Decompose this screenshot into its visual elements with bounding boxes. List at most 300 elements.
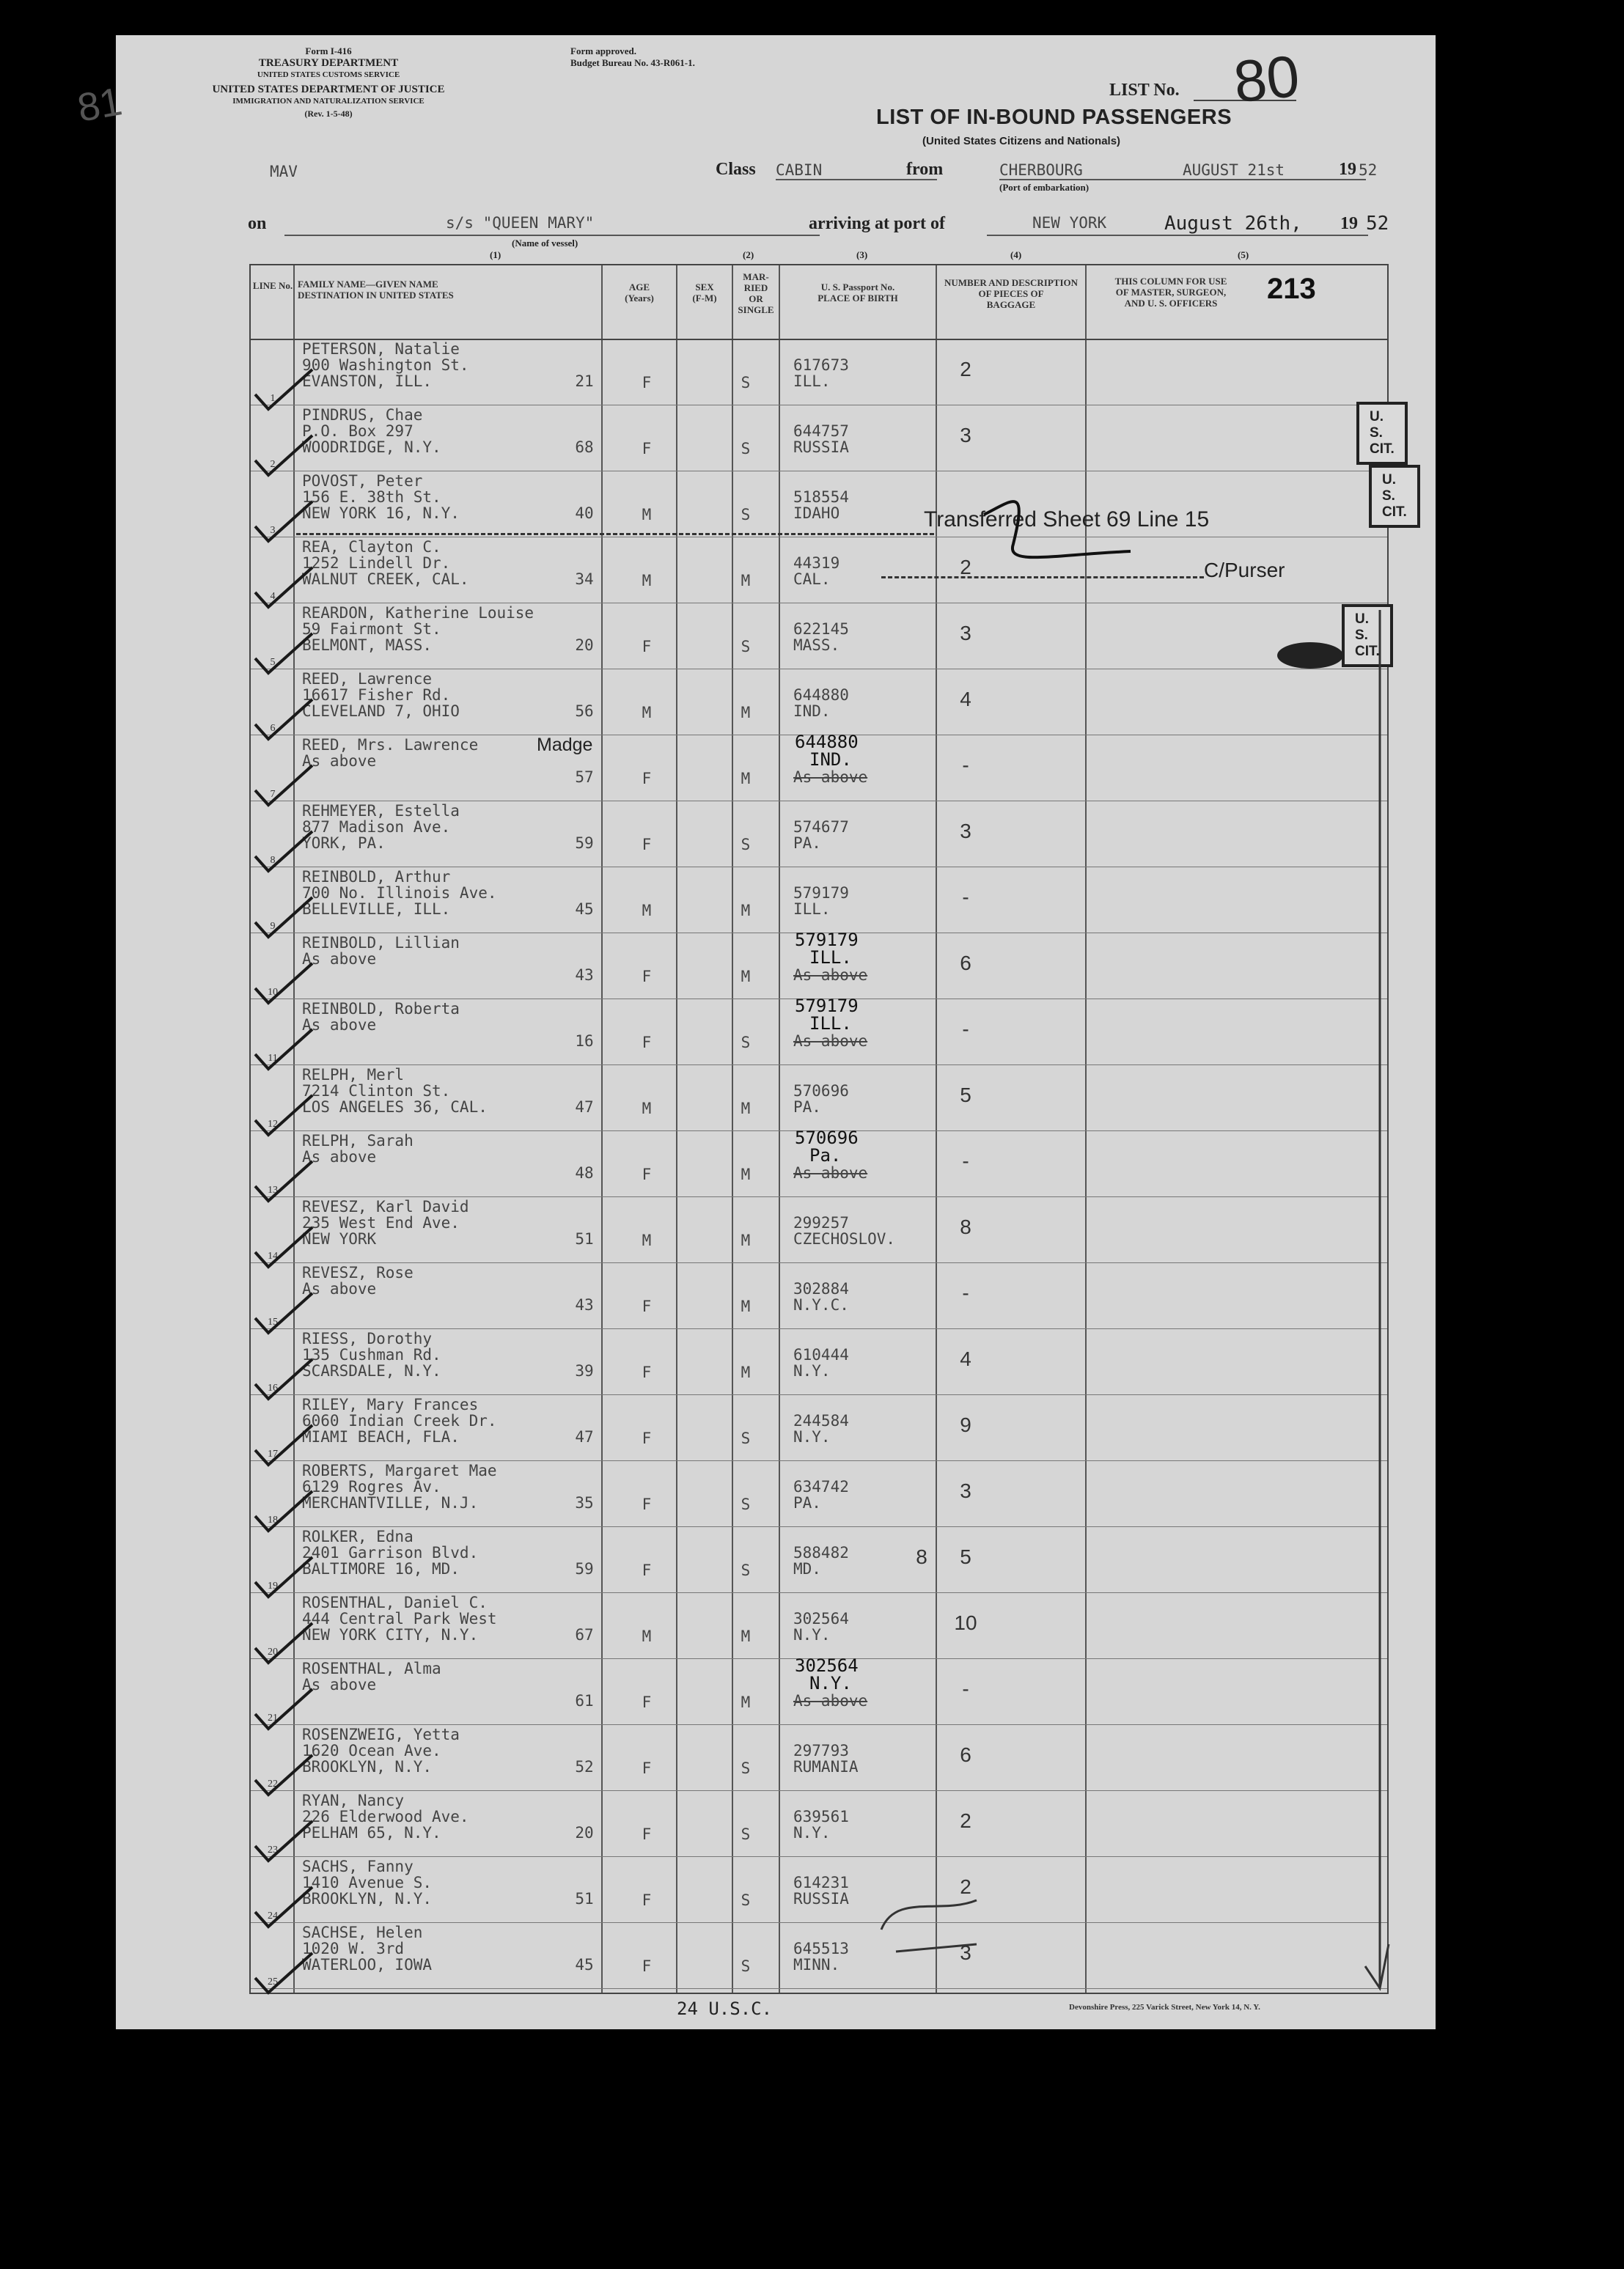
city-state: SCARSDALE, N.Y. <box>302 1362 441 1380</box>
baggage-count: - <box>962 1281 969 1304</box>
handwritten-birthplace: N.Y. <box>809 1673 852 1694</box>
vessel-note: (Name of vessel) <box>512 238 578 249</box>
city-state: MIAMI BEACH, FLA. <box>302 1428 460 1446</box>
line-number: 20 <box>268 1647 278 1658</box>
city-state: CLEVELAND 7, OHIO <box>302 702 460 720</box>
col-num-5: (5) <box>1238 249 1249 260</box>
class-value: CABIN <box>776 161 937 180</box>
city-state: WALNUT CREEK, CAL. <box>302 570 469 588</box>
street-address: As above <box>302 752 377 770</box>
embark-year-prefix: 19 <box>1339 160 1356 179</box>
line-number: 18 <box>268 1515 278 1526</box>
sex: F <box>642 1298 652 1315</box>
passenger-name: REA, Clayton C. <box>302 538 441 556</box>
line-number: 2 <box>270 459 276 470</box>
street-address: 1020 W. 3rd <box>302 1940 405 1957</box>
passport-number: 644757 <box>793 422 849 440</box>
street-address: 877 Madison Ave. <box>302 818 451 836</box>
street-address: 900 Washington St. <box>302 356 469 374</box>
city-state: YORK, PA. <box>302 834 386 852</box>
age: 48 <box>575 1164 594 1182</box>
us-citizen-stamp: U. S. CIT. <box>1342 604 1393 667</box>
age: 67 <box>575 1626 594 1644</box>
baggage-count: 3 <box>960 1479 971 1502</box>
baggage-count: 2 <box>960 556 971 578</box>
passport-number: 645513 <box>793 1940 849 1957</box>
place-of-birth: RUSSIA <box>793 1890 849 1908</box>
embark-year: 52 <box>1359 161 1378 179</box>
passport-number: 574677 <box>793 818 849 836</box>
sex: F <box>642 968 652 985</box>
arrival-year-prefix: 19 <box>1340 214 1358 233</box>
street-address: 1252 Lindell Dr. <box>302 554 451 572</box>
line-number: 22 <box>268 1779 278 1790</box>
header-sex: SEX (F-M) <box>692 282 717 304</box>
handwritten-passport-number: 644880 <box>795 732 859 752</box>
passport-number: 614231 <box>793 1874 849 1891</box>
dept-justice: UNITED STATES DEPARTMENT OF JUSTICE <box>212 84 445 95</box>
baggage-count: - <box>962 1018 969 1040</box>
place-of-birth: As above <box>793 1032 868 1050</box>
marital-status: M <box>741 1298 751 1315</box>
form-approved: Form approved. <box>570 45 637 56</box>
city-state: NEW YORK 16, N.Y. <box>302 504 460 522</box>
sex: M <box>642 902 652 919</box>
marital-status: M <box>741 704 751 721</box>
place-of-birth: As above <box>793 768 868 786</box>
passport-number: 610444 <box>793 1346 849 1364</box>
form-revision: (Rev. 1-5-48) <box>304 109 353 119</box>
line-number: 6 <box>270 723 276 734</box>
us-citizen-stamp: U. S. CIT. <box>1369 465 1420 528</box>
marital-status: M <box>741 1100 751 1117</box>
line-number: 3 <box>270 525 276 536</box>
passport-number: 644880 <box>793 686 849 704</box>
age: 43 <box>575 1296 594 1314</box>
place-of-birth: N.Y. <box>793 1824 831 1842</box>
passenger-name: ROSENZWEIG, Yetta <box>302 1726 460 1743</box>
passport-number: 297793 <box>793 1742 849 1759</box>
place-of-birth: PA. <box>793 834 821 852</box>
passenger-name: REINBOLD, Lillian <box>302 934 460 952</box>
place-of-birth: MASS. <box>793 636 840 654</box>
sex: F <box>642 770 652 787</box>
baggage-count: - <box>962 754 969 776</box>
sex: F <box>642 1034 652 1051</box>
age: 59 <box>575 834 594 852</box>
handwritten-birthplace: ILL. <box>809 947 852 968</box>
header-baggage: NUMBER AND DESCRIPTION OF PIECES OF BAGGAGE <box>944 277 1079 310</box>
age: 45 <box>575 1956 594 1974</box>
sex: F <box>642 1891 652 1909</box>
marital-status: S <box>741 1825 751 1843</box>
arrival-port: NEW YORK <box>1032 214 1107 232</box>
sex: F <box>642 638 652 655</box>
line-number: 15 <box>268 1317 278 1328</box>
city-state: NEW YORK CITY, N.Y. <box>302 1626 479 1644</box>
city-state: MERCHANTVILLE, N.J. <box>302 1494 479 1512</box>
city-state: EVANSTON, ILL. <box>302 372 433 390</box>
city-state: BROOKLYN, N.Y. <box>302 1758 433 1776</box>
sheet-number: 213 <box>1267 273 1316 305</box>
header-officers: THIS COLUMN FOR USE OF MASTER, SURGEON, AND U. S. OFFICERS <box>1114 276 1227 309</box>
passenger-name: SACHSE, Helen <box>302 1924 423 1941</box>
baggage-count: - <box>962 1150 969 1172</box>
city-state: BROOKLYN, N.Y. <box>302 1890 433 1908</box>
sex: M <box>642 506 652 523</box>
baggage-count: 3 <box>960 820 971 842</box>
place-of-birth: CZECHOSLOV. <box>793 1230 896 1248</box>
age: 57 <box>575 768 594 786</box>
marital-status: S <box>741 1891 751 1909</box>
line-number: 19 <box>268 1581 278 1592</box>
marital-status: M <box>741 572 751 589</box>
passenger-name: REED, Mrs. Lawrence <box>302 736 479 754</box>
embark-port-note: (Port of embarkation) <box>999 182 1090 193</box>
ink-blot <box>1277 642 1343 669</box>
baggage-count: 9 <box>960 1413 971 1436</box>
passenger-name: RIESS, Dorothy <box>302 1330 433 1347</box>
sex: F <box>642 1957 652 1975</box>
baggage-count: 3 <box>960 424 971 446</box>
baggage-count: 5 <box>960 1545 971 1568</box>
passenger-name: REVESZ, Rose <box>302 1264 414 1281</box>
transfer-note: Transferred Sheet 69 Line 15 <box>924 507 1210 532</box>
passenger-name: POVOST, Peter <box>302 472 423 490</box>
sex: F <box>642 1430 652 1447</box>
place-of-birth: ILL. <box>793 900 831 918</box>
embark-port: CHERBOURG <box>999 161 1197 180</box>
handwritten-birthplace: Pa. <box>809 1145 842 1166</box>
line-number: 8 <box>270 855 276 866</box>
place-of-birth: PA. <box>793 1098 821 1116</box>
marital-status: S <box>741 1562 751 1579</box>
line-number: 12 <box>268 1119 278 1130</box>
baggage-count: 6 <box>960 1743 971 1766</box>
baggage-count: 4 <box>960 1347 971 1370</box>
handwritten-passport-number: 579179 <box>795 930 859 950</box>
corner-number: 81 <box>74 79 125 130</box>
line-number: 16 <box>268 1383 278 1394</box>
age: 35 <box>575 1494 594 1512</box>
sex: M <box>642 1232 652 1249</box>
street-address: 1620 Ocean Ave. <box>302 1742 441 1759</box>
age: 51 <box>575 1890 594 1908</box>
passenger-name: SACHS, Fanny <box>302 1858 414 1875</box>
list-no-value: 80 <box>1230 43 1303 115</box>
passport-number: 639561 <box>793 1808 849 1825</box>
passport-number: 244584 <box>793 1412 849 1430</box>
passenger-name: ROBERTS, Margaret Mae <box>302 1462 497 1479</box>
sex: F <box>642 374 652 391</box>
marital-status: S <box>741 506 751 523</box>
passport-number: 588482 <box>793 1544 849 1562</box>
street-address: P.O. Box 297 <box>302 422 414 440</box>
place-of-birth: N.Y. <box>793 1626 831 1644</box>
place-of-birth: RUMANIA <box>793 1758 859 1776</box>
age: 59 <box>575 1560 594 1578</box>
baggage-count: 5 <box>960 1084 971 1106</box>
sex: F <box>642 1166 652 1183</box>
may-mark: MAV <box>270 163 298 180</box>
col-num-4: (4) <box>1010 249 1022 260</box>
header-line-no: LINE No. <box>252 280 293 291</box>
street-address: As above <box>302 1016 377 1034</box>
city-state: LOS ANGELES 36, CAL. <box>302 1098 488 1116</box>
form-number: Form I-416 <box>305 45 352 56</box>
city-state: BALTIMORE 16, MD. <box>302 1560 460 1578</box>
baggage-count: 6 <box>960 952 971 974</box>
place-of-birth: IND. <box>793 702 831 720</box>
marital-status: S <box>741 1430 751 1447</box>
line-number: 7 <box>270 789 276 800</box>
passenger-name: RELPH, Sarah <box>302 1132 414 1150</box>
place-of-birth: ILL. <box>793 372 831 390</box>
marital-status: S <box>741 1957 751 1975</box>
age: 51 <box>575 1230 594 1248</box>
from-label: from <box>906 160 944 179</box>
printer-credit: Devonshire Press, 225 Varick Street, New York 14, N. Y. <box>1069 2003 1260 2012</box>
street-address: 59 Fairmont St. <box>302 620 441 638</box>
city-state: NEW YORK <box>302 1230 377 1248</box>
place-of-birth: RUSSIA <box>793 438 849 456</box>
line-number: 21 <box>268 1713 278 1724</box>
marital-status: S <box>741 1759 751 1777</box>
age: 34 <box>575 570 594 588</box>
city-state: BELMONT, MASS. <box>302 636 433 654</box>
header-married: MAR- RIED OR SINGLE <box>738 271 774 315</box>
baggage-extra-mark: 8 <box>916 1545 927 1568</box>
street-address: 135 Cushman Rd. <box>302 1346 441 1364</box>
sex: F <box>642 1694 652 1711</box>
line-number: 25 <box>268 1976 278 1987</box>
annotation-marks <box>251 265 1390 1996</box>
passenger-name: RELPH, Merl <box>302 1066 405 1084</box>
age: 43 <box>575 966 594 984</box>
place-of-birth: IDAHO <box>793 504 840 522</box>
baggage-count: 3 <box>960 622 971 644</box>
arrival-underline <box>987 235 1368 236</box>
marital-status: M <box>741 902 751 919</box>
street-address: 444 Central Park West <box>302 1610 497 1628</box>
passport-number: 299257 <box>793 1214 849 1232</box>
col-num-2: (2) <box>743 249 754 260</box>
sex: M <box>642 572 652 589</box>
list-no-label: LIST No. <box>1109 81 1180 100</box>
sex: F <box>642 440 652 457</box>
statute-reference: 24 U.S.C. <box>677 1998 773 2019</box>
city-state: PELHAM 65, N.Y. <box>302 1824 441 1842</box>
arrival-year: 52 <box>1366 213 1389 235</box>
marital-status: S <box>741 638 751 655</box>
street-address: 2401 Garrison Blvd. <box>302 1544 479 1562</box>
form-title: LIST OF IN-BOUND PASSENGERS <box>876 106 1232 129</box>
passenger-name: ROSENTHAL, Daniel C. <box>302 1594 488 1611</box>
passport-number: 622145 <box>793 620 849 638</box>
age: 45 <box>575 900 594 918</box>
street-address: 156 E. 38th St. <box>302 488 441 506</box>
dept-immigration: IMMIGRATION AND NATURALIZATION SERVICE <box>232 97 425 106</box>
marital-status: S <box>741 1034 751 1051</box>
arriving-label: arriving at port of <box>809 214 945 233</box>
passenger-name: REARDON, Katherine Louise <box>302 604 534 622</box>
marital-status: M <box>741 968 751 985</box>
col-num-1: (1) <box>490 249 501 260</box>
age: 40 <box>575 504 594 522</box>
age: 61 <box>575 1692 594 1710</box>
baggage-count: 10 <box>954 1611 977 1634</box>
passport-number: 518554 <box>793 488 849 506</box>
street-address: As above <box>302 1676 377 1694</box>
line-number: 9 <box>270 921 276 932</box>
handwritten-birthplace: ILL. <box>809 1013 852 1034</box>
passenger-name: PETERSON, Natalie <box>302 340 460 358</box>
sex: F <box>642 836 652 853</box>
age: 20 <box>575 636 594 654</box>
passport-number: 44319 <box>793 554 840 572</box>
baggage-count: - <box>962 1677 969 1700</box>
sex: F <box>642 1364 652 1381</box>
line-number: 14 <box>268 1251 278 1262</box>
street-address: 16617 Fisher Rd. <box>302 686 451 704</box>
passport-number: 570696 <box>793 1082 849 1100</box>
line-number: 24 <box>268 1911 278 1922</box>
passenger-name: REVESZ, Karl David <box>302 1198 469 1216</box>
baggage-scrawl <box>881 1900 977 1952</box>
header-name: FAMILY NAME—GIVEN NAME DESTINATION IN UNITED STATES <box>298 279 454 301</box>
line-number: 10 <box>268 987 278 998</box>
line-number: 4 <box>270 591 276 602</box>
passenger-name: PINDRUS, Chae <box>302 406 423 424</box>
signature-scrawl <box>984 501 1131 557</box>
street-address: As above <box>302 950 377 968</box>
handwritten-passport-number: 579179 <box>795 996 859 1016</box>
vessel-name: s/s "QUEEN MARY" <box>446 214 595 232</box>
sex: F <box>642 1759 652 1777</box>
city-state: WATERLOO, IOWA <box>302 1956 433 1974</box>
passenger-name: ROLKER, Edna <box>302 1528 414 1545</box>
vessel-underline <box>284 235 820 236</box>
place-of-birth: As above <box>793 1164 868 1182</box>
sex: F <box>642 1496 652 1513</box>
baggage-count: 3 <box>960 1941 971 1964</box>
place-of-birth: PA. <box>793 1494 821 1512</box>
handwritten-given-name: Madge <box>537 735 593 755</box>
passenger-name: REINBOLD, Arthur <box>302 868 451 886</box>
passenger-table <box>249 264 1407 1994</box>
street-address: 1410 Avenue S. <box>302 1874 433 1891</box>
place-of-birth: MINN. <box>793 1956 840 1974</box>
sex: M <box>642 704 652 721</box>
arrival-date: August 26th, <box>1164 213 1302 235</box>
age: 56 <box>575 702 594 720</box>
dept-treasury: TREASURY DEPARTMENT <box>258 57 399 69</box>
on-label: on <box>248 214 267 233</box>
age: 47 <box>575 1428 594 1446</box>
sex: M <box>642 1628 652 1645</box>
passport-number: 302564 <box>793 1610 849 1628</box>
line-number: 17 <box>268 1449 278 1460</box>
passport-number: 617673 <box>793 356 849 374</box>
age: 16 <box>575 1032 594 1050</box>
place-of-birth: N.Y.C. <box>793 1296 849 1314</box>
passport-number: 302884 <box>793 1280 849 1298</box>
col-num-3: (3) <box>856 249 868 260</box>
sex: F <box>642 1562 652 1579</box>
handwritten-passport-number: 302564 <box>795 1655 859 1676</box>
age: 20 <box>575 1824 594 1842</box>
us-citizen-stamp: U. S. CIT. <box>1356 402 1408 465</box>
place-of-birth: N.Y. <box>793 1362 831 1380</box>
street-address: 226 Elderwood Ave. <box>302 1808 469 1825</box>
line-number: 13 <box>268 1185 278 1196</box>
marital-status: M <box>741 1694 751 1711</box>
line-number: 5 <box>270 657 276 668</box>
baggage-count: 4 <box>960 688 971 710</box>
marital-status: S <box>741 836 751 853</box>
baggage-count: - <box>962 886 969 908</box>
place-of-birth: As above <box>793 966 868 984</box>
marital-status: M <box>741 1166 751 1183</box>
marital-status: M <box>741 1364 751 1381</box>
marital-status: M <box>741 1232 751 1249</box>
street-address: 700 No. Illinois Ave. <box>302 884 497 902</box>
passport-number: 579179 <box>793 884 849 902</box>
age: 68 <box>575 438 594 456</box>
street-address: As above <box>302 1148 377 1166</box>
form-subtitle: (United States Citizens and Nationals) <box>922 135 1121 147</box>
passenger-name: REHMEYER, Estella <box>302 802 460 820</box>
header-passport: U. S. Passport No. PLACE OF BIRTH <box>817 282 898 304</box>
line-number: 1 <box>270 393 276 404</box>
purser-signature-label: C/Purser <box>1204 559 1285 581</box>
passenger-name: REED, Lawrence <box>302 670 433 688</box>
street-address: 7214 Clinton St. <box>302 1082 451 1100</box>
passenger-name: ROSENTHAL, Alma <box>302 1660 441 1677</box>
baggage-count: 2 <box>960 1875 971 1898</box>
place-of-birth: CAL. <box>793 570 831 588</box>
passenger-name: REINBOLD, Roberta <box>302 1000 460 1018</box>
checkoff-tick <box>1365 1944 1389 1988</box>
age: 21 <box>575 372 594 390</box>
embark-date: AUGUST 21st <box>1183 161 1366 180</box>
age: 52 <box>575 1758 594 1776</box>
handwritten-birthplace: IND. <box>809 749 852 770</box>
handwritten-passport-number: 570696 <box>795 1128 859 1148</box>
header-age: AGE (Years) <box>625 282 654 304</box>
dept-customs: UNITED STATES CUSTOMS SERVICE <box>257 70 400 79</box>
passenger-name: RYAN, Nancy <box>302 1792 405 1809</box>
city-state: WOODRIDGE, N.Y. <box>302 438 441 456</box>
line-number: 11 <box>268 1053 278 1064</box>
street-address: 6060 Indian Creek Dr. <box>302 1412 497 1430</box>
place-of-birth: N.Y. <box>793 1428 831 1446</box>
class-label: Class <box>716 160 756 179</box>
marital-status: S <box>741 1496 751 1513</box>
place-of-birth: As above <box>793 1692 868 1710</box>
city-state: BELLEVILLE, ILL. <box>302 900 451 918</box>
baggage-count: 2 <box>960 1809 971 1832</box>
passport-number: 634742 <box>793 1478 849 1496</box>
marital-status: M <box>741 1628 751 1645</box>
baggage-count: 2 <box>960 358 971 380</box>
baggage-count: 8 <box>960 1216 971 1238</box>
age: 47 <box>575 1098 594 1116</box>
sex: M <box>642 1100 652 1117</box>
street-address: 235 West End Ave. <box>302 1214 460 1232</box>
street-address: As above <box>302 1280 377 1298</box>
passenger-name: RILEY, Mary Frances <box>302 1396 479 1413</box>
